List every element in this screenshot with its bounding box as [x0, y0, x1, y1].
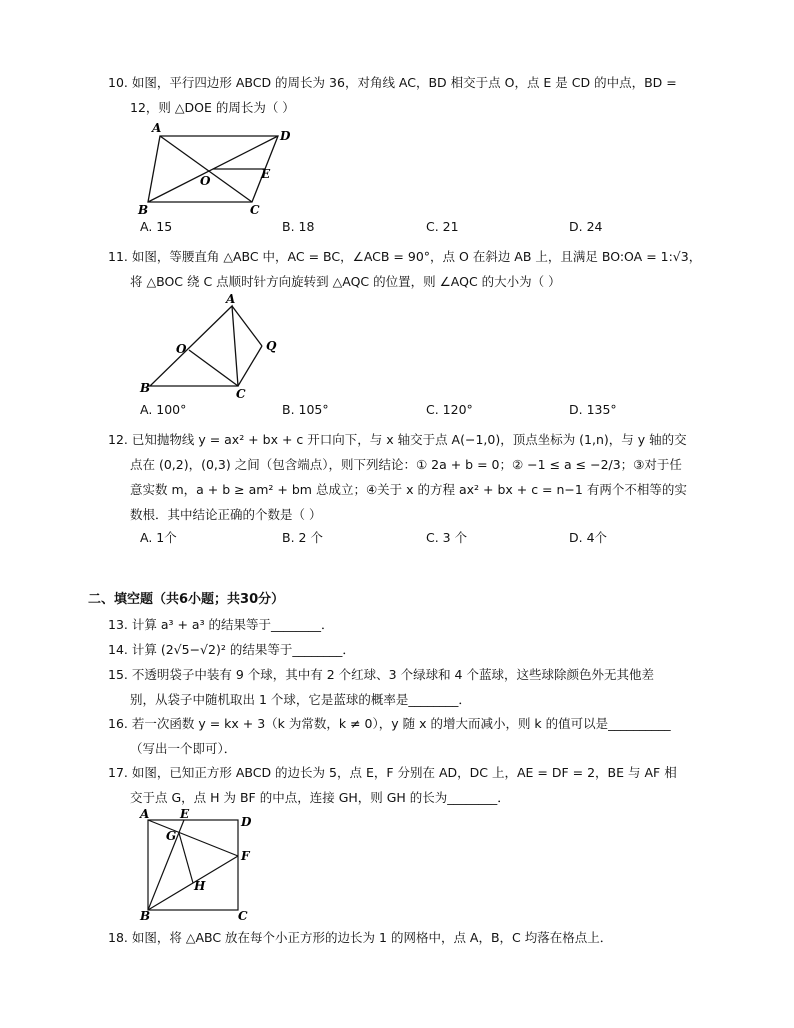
- q15-line-1: 15. 不透明袋子中装有 9 个球，其中有 2 个红球、3 个绿球和 4 个蓝球，这些球除颜色外无其他差: [108, 667, 654, 682]
- q10-parallelogram-figure: [130, 122, 290, 218]
- label-d: D: [241, 815, 252, 829]
- q10-option-d[interactable]: D. 24: [569, 219, 603, 234]
- label-a: A: [140, 808, 150, 821]
- segment-gh: [179, 833, 193, 883]
- section-2-heading: 二、填空题（共6小题；共30分）: [88, 592, 285, 607]
- label-c: C: [250, 203, 260, 217]
- question-10: [108, 70, 708, 120]
- q11-options: [140, 402, 700, 422]
- question-17: [108, 760, 708, 810]
- q10-line-2: 12，则 △DOE 的周长为（ ）: [130, 100, 295, 115]
- q12-option-a[interactable]: A. 1个: [140, 530, 177, 545]
- question-11: [108, 244, 708, 294]
- q17-line-1: 17. 如图，已知正方形 ABCD 的边长为 5，点 E，F 分别在 AD，DC 上，AE = DF = 2，BE 与 AF 相: [108, 765, 677, 780]
- q15-line-2: 别，从袋子中随机取出 1 个球，它是蓝球的概率是________．: [130, 692, 471, 707]
- q11-option-b[interactable]: B. 105°: [282, 402, 329, 417]
- label-b: B: [140, 909, 151, 920]
- label-e: E: [261, 167, 271, 181]
- label-c: C: [236, 387, 246, 401]
- square-abcd: [148, 820, 238, 910]
- q12-line-2: 点在 (0,2)，(0,3) 之间（包含端点），则下列结论：① 2a + b = 0；② −1 ≤ a ≤ −2/3；③对于任: [130, 457, 682, 472]
- label-h: H: [194, 879, 206, 893]
- q11-line-1: 11. 如图，等腰直角 △ABC 中，AC = BC，∠ACB = 90°，点 O 在斜边 AB 上，且满足 BO:OA = 1:√3，: [108, 249, 702, 264]
- q11-line-2: 将 △BOC 绕 C 点顺时针方向旋转到 △AQC 的位置，则 ∠AQC 的大小为（ ）: [130, 274, 561, 289]
- q12-line-1: 12. 已知抛物线 y = ax² + bx + c 开口向下，与 x 轴交于点 A(−1,0)，顶点坐标为 (1,n)，与 y 轴的交: [108, 432, 687, 447]
- q12-option-c[interactable]: C. 3 个: [426, 530, 468, 545]
- q17-square-figure: [138, 808, 258, 920]
- question-15: [108, 662, 708, 712]
- question-12: [108, 427, 708, 527]
- label-e: E: [180, 808, 190, 821]
- segment-qc: [238, 346, 262, 386]
- q10-options: [140, 219, 700, 239]
- q12-line-4: 数根．其中结论正确的个数是（ ）: [130, 507, 322, 522]
- label-d: D: [280, 129, 290, 143]
- q12-option-d[interactable]: D. 4个: [569, 530, 608, 545]
- q11-option-d[interactable]: D. 135°: [569, 402, 617, 417]
- q16-line-1: 16. 若一次函数 y = kx + 3（k 为常数，k ≠ 0），y 随 x 的增大而减小，则 k 的值可以是__________: [108, 716, 671, 731]
- label-q: Q: [266, 339, 277, 353]
- q10-option-c[interactable]: C. 21: [426, 219, 459, 234]
- question-16: [108, 711, 708, 761]
- triangle-abc: [150, 306, 238, 386]
- label-b: B: [138, 203, 149, 217]
- question-18: [108, 925, 708, 950]
- label-f: F: [241, 849, 250, 863]
- question-14: [108, 637, 708, 662]
- q10-option-a[interactable]: A. 15: [140, 219, 173, 234]
- q11-option-c[interactable]: C. 120°: [426, 402, 473, 417]
- q10-option-b[interactable]: B. 18: [282, 219, 315, 234]
- q18-line: 18. 如图，将 △ABC 放在每个小正方形的边长为 1 的网格中，点 A，B，C 均落在格点上．: [108, 930, 613, 945]
- q12-line-3: 意实数 m，a + b ≥ am² + bm 总成立；④关于 x 的方程 ax² + bx + c = n−1 有两个不相等的实: [130, 482, 687, 497]
- label-o: O: [176, 342, 187, 356]
- q17-line-2: 交于点 G，点 H 为 BF 的中点，连接 GH，则 GH 的长为________．: [130, 790, 510, 805]
- label-b: B: [140, 381, 151, 395]
- label-g: G: [166, 829, 177, 843]
- q13-line: 13. 计算 a³ + a³ 的结果等于________．: [108, 617, 334, 632]
- q12-options: [140, 528, 700, 548]
- q11-triangle-figure: [138, 292, 288, 402]
- segment-aq: [232, 306, 262, 346]
- q12-option-b[interactable]: B. 2 个: [282, 530, 323, 545]
- segment-oc: [189, 350, 238, 386]
- question-13: [108, 612, 708, 637]
- label-a: A: [226, 292, 236, 306]
- q11-option-a[interactable]: A. 100°: [140, 402, 187, 417]
- label-a: A: [152, 122, 162, 135]
- q16-line-2: （写出一个即可）．: [130, 741, 237, 756]
- segment-af: [148, 820, 238, 856]
- q10-line-1: 10. 如图，平行四边形 ABCD 的周长为 36，对角线 AC，BD 相交于点 O，点 E 是 CD 的中点，BD =: [108, 75, 677, 90]
- label-o: O: [200, 174, 211, 188]
- q14-line: 14. 计算 (2√5−√2)² 的结果等于________．: [108, 642, 355, 657]
- label-c: C: [238, 909, 248, 920]
